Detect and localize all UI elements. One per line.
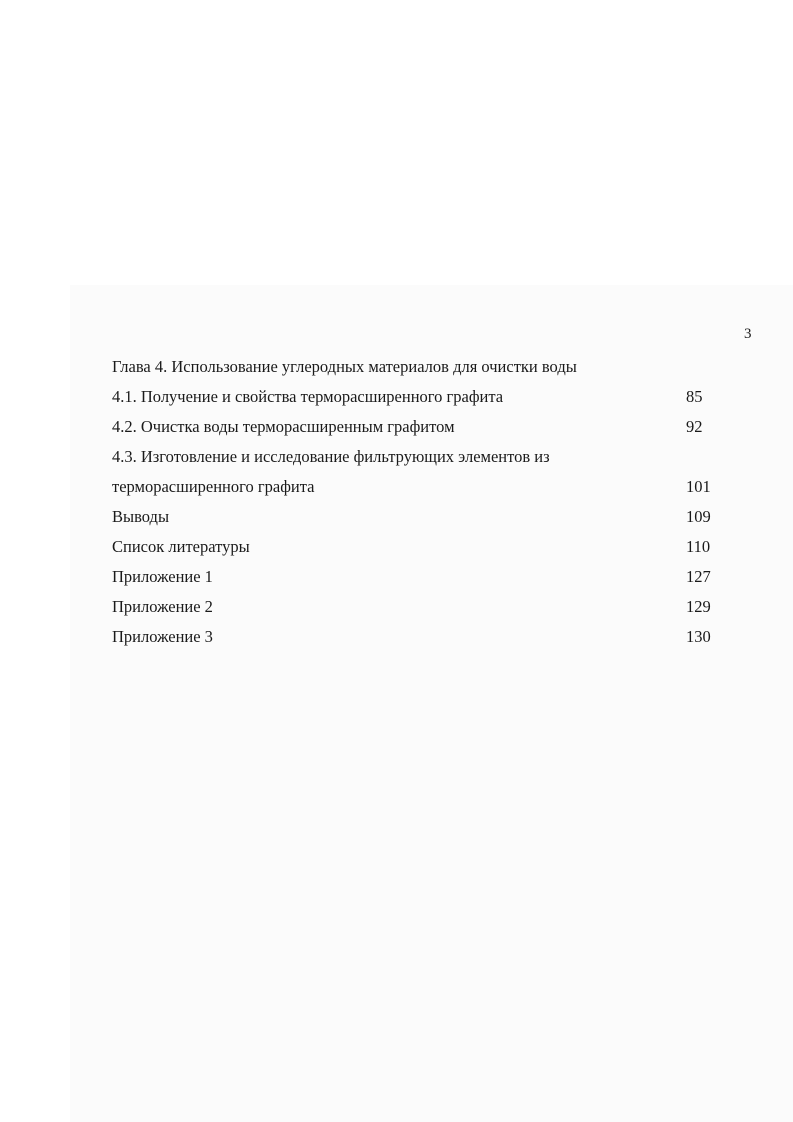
toc-entry-title: Приложение 1 xyxy=(112,567,213,586)
toc-entry-page: 129 xyxy=(686,597,711,616)
toc-entry-4-3-continued xyxy=(112,472,732,502)
toc-entry-title: 4.3. Изготовление и исследование фильтрующих элементов из xyxy=(112,447,550,466)
toc-entry-page: 101 xyxy=(686,477,711,496)
table-of-contents xyxy=(112,352,732,652)
toc-entry-page: 130 xyxy=(686,627,711,646)
toc-entry-page: 85 xyxy=(686,387,703,406)
toc-entry-appendix-1 xyxy=(112,562,732,592)
toc-entry-4-1 xyxy=(112,382,732,412)
toc-entry-chapter-4 xyxy=(112,352,732,382)
toc-entry-title: Приложение 2 xyxy=(112,597,213,616)
toc-entry-title: Приложение 3 xyxy=(112,627,213,646)
toc-entry-title: Глава 4. Использование углеродных материалов для очистки воды xyxy=(112,357,577,376)
toc-entry-4-2 xyxy=(112,412,732,442)
toc-entry-title: Список литературы xyxy=(112,537,250,556)
toc-entry-appendix-3 xyxy=(112,622,732,652)
toc-entry-page: 127 xyxy=(686,567,711,586)
toc-entry-title: Выводы xyxy=(112,507,170,526)
toc-entry-4-3 xyxy=(112,442,732,472)
toc-entry-page: 92 xyxy=(686,417,703,436)
toc-entry-page: 110 xyxy=(686,537,711,556)
toc-entry-title: 4.2. Очистка воды терморасширенным графитом xyxy=(112,417,455,436)
toc-entry-page: 109 xyxy=(686,507,711,526)
toc-entry-conclusions xyxy=(112,502,732,532)
toc-entry-title: 4.1. Получение и свойства терморасширенного графита xyxy=(112,387,504,406)
page-number: 3 xyxy=(744,326,752,342)
toc-entry-references xyxy=(112,532,732,562)
toc-entry-appendix-2 xyxy=(112,592,732,622)
toc-entry-title: терморасширенного графита xyxy=(112,477,315,496)
